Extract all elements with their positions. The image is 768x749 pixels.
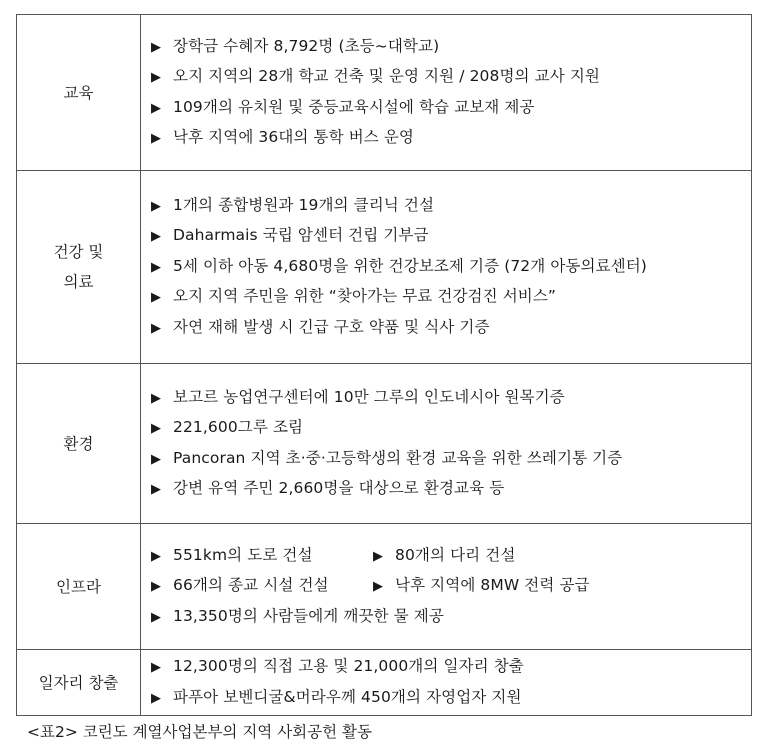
bullet-triangle-icon: ▶ [151,39,162,55]
list-item: ▶ 파푸아 보벤디굴&머라우께 450개의 자영업자 지원 [151,683,751,714]
category-label-line-1: 건강 및 [53,243,104,261]
category-label-line-2: 의료 [63,273,94,291]
table-row-infrastructure [17,524,752,650]
category-label: 환경 [63,434,94,453]
bullet-triangle-icon: ▶ [151,451,162,467]
bullet-triangle-icon: ▶ [151,690,162,706]
items-cell [141,650,752,716]
table-caption: <표2> 코린도 계열사업본부의 지역 사회공헌 활동 [27,723,372,741]
list-item: ▶ 낙후 지역에 36대의 통학 버스 운영 [151,123,751,154]
list-item-pair: ▶ 551km의 도로 건설 ▶ 80개의 다리 건설 [151,541,751,572]
bullet-triangle-icon: ▶ [151,548,162,564]
bullet-triangle-icon: ▶ [151,131,162,146]
bullet-triangle-icon: ▶ [151,259,162,275]
list-item: ▶ 보고르 농업연구센터에 10만 그루의 인도네시아 원목기증 [151,383,751,414]
list-item: ▶ 강변 유역 주민 2,660명을 대상으로 환경교육 등 [151,474,751,505]
items-cell [141,364,752,524]
bullet-triangle-icon: ▶ [151,482,162,497]
list-item: ▶ 오지 지역 주민을 위한 “찾아가는 무료 건강검진 서비스” [151,282,751,313]
bullet-triangle-icon: ▶ [151,421,162,436]
list-item: ▶ 1개의 종합병원과 19개의 클리닉 건설 [151,191,751,222]
bullet-triangle-icon: ▶ [151,229,162,245]
category-label: 일자리 창출 [38,673,119,692]
list-item: ▶ Daharmais 국립 암센터 건립 기부금 [151,221,751,252]
items-cell [141,15,752,171]
list-item: ▶ 장학금 수혜자 8,792명 (초등~대학교) [151,32,751,63]
category-cell [17,650,141,716]
table-row-health [17,171,752,364]
list-item: ▶ 5세 이하 아동 4,680명을 위한 건강보조제 기증 (72개 아동의료센터) [151,252,751,283]
bullet-triangle-icon: ▶ [151,198,162,214]
list-item: ▶ 12,300명의 직접 고용 및 21,000개의 일자리 창출 [151,652,751,683]
table-row-environment [17,364,752,524]
list-item: ▶ 13,350명의 사람들에게 깨끗한 물 제공 [151,602,751,633]
bullet-triangle-icon: ▶ [373,579,384,595]
bullet-triangle-icon: ▶ [151,579,162,595]
bullet-triangle-icon: ▶ [373,548,384,564]
items-cell [141,524,752,650]
list-item: ▶ Pancoran 지역 초·중·고등학생의 환경 교육을 위한 쓰레기통 기증 [151,444,751,475]
table-row-education [17,15,752,171]
bullet-triangle-icon: ▶ [151,320,162,336]
category-label: 교육 [63,83,94,102]
category-cell [17,171,141,364]
category-cell [17,524,141,650]
list-item: ▶ 109개의 유치원 및 중등교육시설에 학습 교보재 제공 [151,93,751,124]
list-item: ▶ 자연 재해 발생 시 긴급 구호 약품 및 식사 기증 [151,313,751,344]
table-row-jobs [17,650,752,716]
list-item-pair: ▶ 66개의 종교 시설 건설 ▶ 낙후 지역에 8MW 전력 공급 [151,571,751,602]
items-cell [141,171,752,364]
category-cell [17,364,141,524]
category-label: 인프라 [56,577,101,596]
list-item: ▶ 221,600그루 조림 [151,413,751,444]
category-cell [17,15,141,171]
bullet-triangle-icon: ▶ [151,390,162,406]
list-item: ▶ 오지 지역의 28개 학교 건축 및 운영 지원 / 208명의 교사 지원 [151,62,751,93]
bullet-triangle-icon: ▶ [151,290,162,306]
bullet-triangle-icon: ▶ [151,609,162,625]
bullet-triangle-icon: ▶ [151,100,162,116]
bullet-triangle-icon: ▶ [151,70,162,85]
bullet-triangle-icon: ▶ [151,660,162,675]
csr-activity-table [16,14,752,716]
